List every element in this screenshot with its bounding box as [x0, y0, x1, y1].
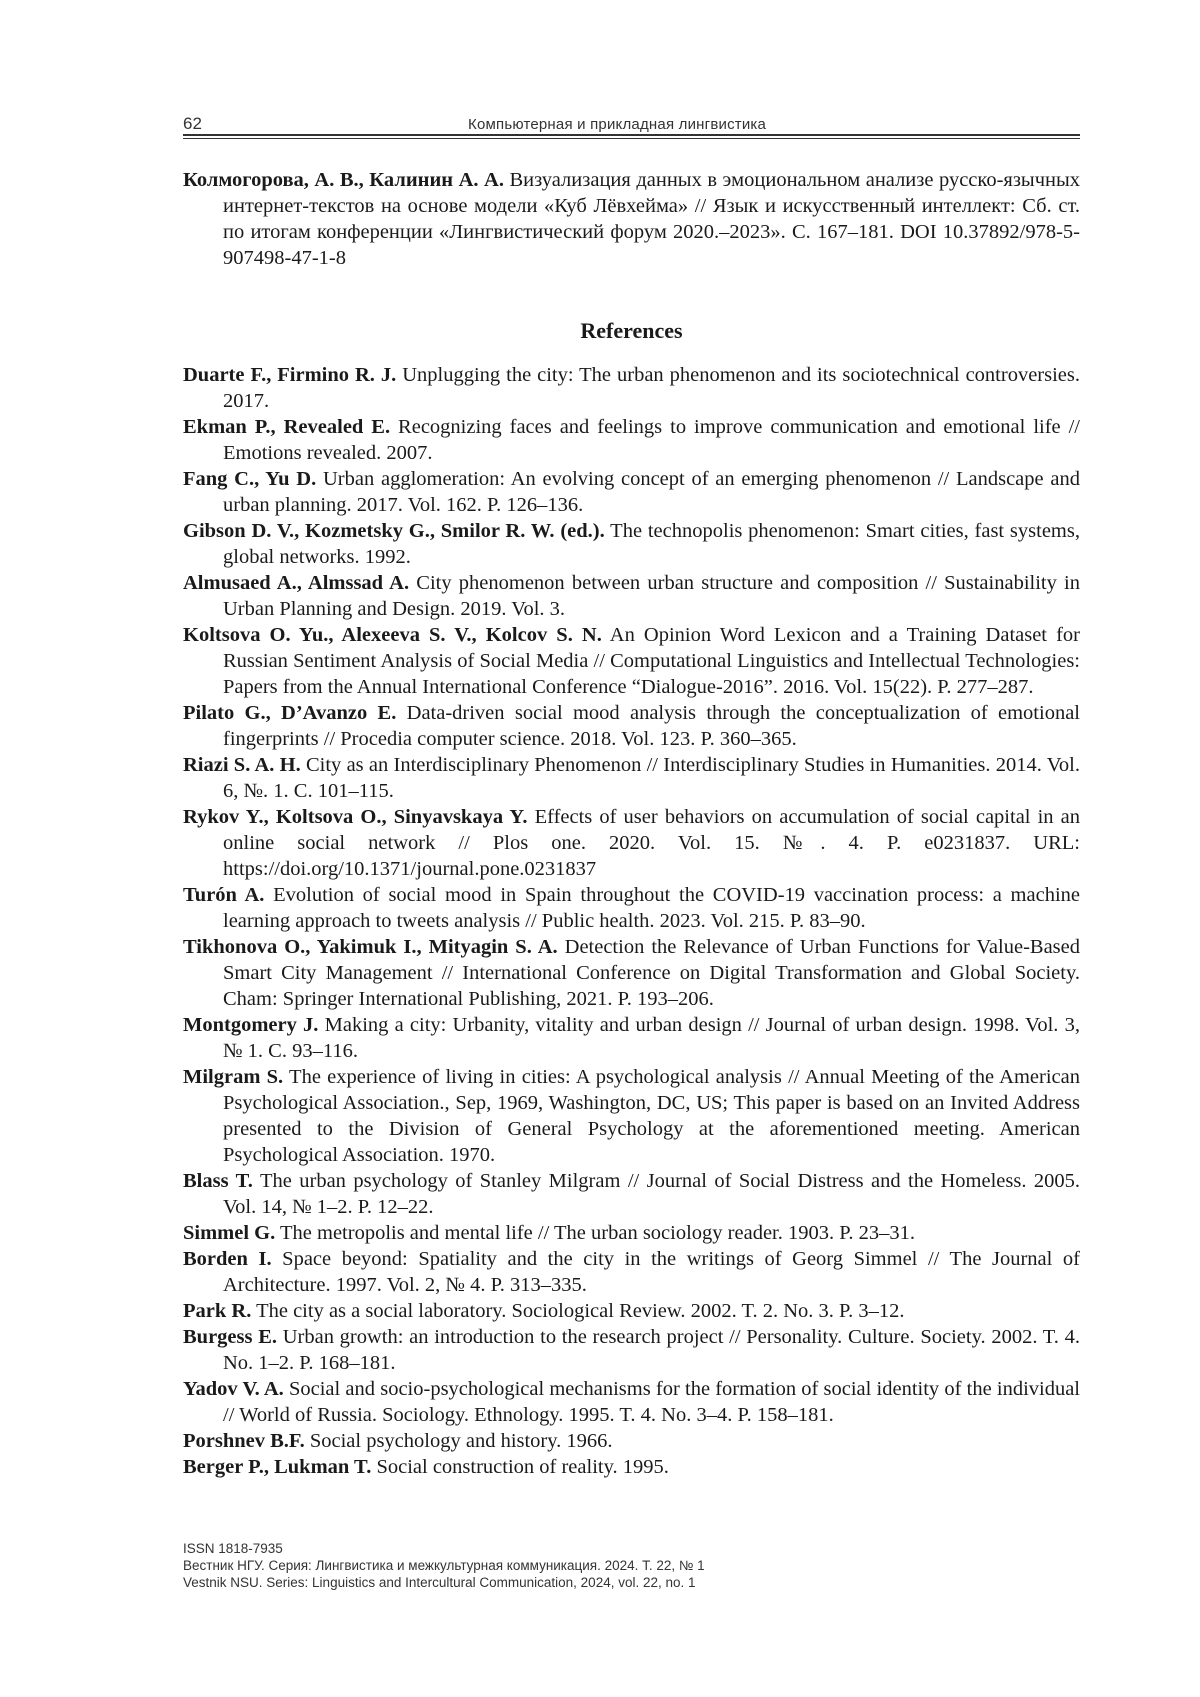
reference-authors: Fang C., Yu D.	[183, 468, 317, 490]
reference-text: Social psychology and history. 1966.	[304, 1430, 613, 1452]
page-footer	[183, 1540, 705, 1591]
reference-entry	[183, 570, 1080, 622]
reference-text: The city as a social laboratory. Sociological Review. 2002. T. 2. No. 3. P. 3–12.	[251, 1300, 905, 1322]
reference-entry	[183, 1298, 1080, 1324]
reference-entry	[183, 752, 1080, 804]
reference-entry	[183, 362, 1080, 414]
reference-text: Urban agglomeration: An evolving concept of an emerging phenomenon // Landscape and urban planning. 2017. Vol. 162. P. 126–136.	[223, 468, 1080, 516]
reference-text: City as an Interdisciplinary Phenomenon // Interdisciplinary Studies in Humanities. 2014. Vol. 6, №. 1. С. 101–115.	[223, 754, 1080, 802]
reference-authors: Koltsova O. Yu., Alexeeva S. V., Kolcov S. N.	[183, 624, 602, 646]
reference-entry	[183, 934, 1080, 1012]
reference-text: City phenomenon between urban structure and composition // Sustainability in Urban Planning and Design. 2019. Vol. 3.	[223, 572, 1080, 620]
reference-authors: Pilato G., D’Avanzo E.	[183, 702, 397, 724]
reference-authors: Borden I.	[183, 1248, 272, 1270]
page-number: 62	[183, 114, 202, 133]
reference-authors: Burgess E.	[183, 1326, 277, 1348]
reference-authors: Rykov Y., Koltsova O., Sinyavskaya Y.	[183, 806, 528, 828]
reference-entry	[183, 804, 1080, 882]
reference-text: The experience of living in cities: A psychological analysis // Annual Meeting of the American Psychological Association., Sep, 1969, Washington, DC, US; This paper is based on an Invited Address presented to the Division of General Psychology at the aforementioned meeting. American Psychological Association. 1970.	[223, 1066, 1080, 1166]
reference-authors: Milgram S.	[183, 1066, 284, 1088]
reference-entry	[183, 1324, 1080, 1376]
references-list	[183, 362, 1080, 1480]
reference-entry	[183, 700, 1080, 752]
reference-entry	[183, 882, 1080, 934]
reference-entry	[183, 1246, 1080, 1298]
reference-authors: Porshnev B.F.	[183, 1430, 305, 1452]
reference-text: Recognizing faces and feelings to improve communication and emotional life // Emotions revealed. 2007.	[223, 416, 1080, 464]
reference-authors: Yadov V. A.	[183, 1378, 284, 1400]
reference-text: The technopolis phenomenon: Smart cities, fast systems, global networks. 1992.	[223, 520, 1080, 568]
reference-entry	[183, 466, 1080, 518]
reference-entry	[183, 1428, 1080, 1454]
reference-authors: Duarte F., Firmino R. J.	[183, 364, 397, 386]
entry-text: Визуализация данных в эмоциональном анализе русско-язычных интернет-текстов на основе модели «Куб Лёвхейма» // Язык и искусственный интеллект: Сб. ст. по итогам конференции «Лингвистический форум 2020.–2023». С. 167–181. DOI 10.37892/978-5-907498-47-1-8	[223, 169, 1081, 269]
bibliography-entry	[183, 167, 1080, 271]
section-title: References	[580, 318, 683, 343]
entry-authors: Колмогорова, А. В., Калинин А. А.	[183, 169, 504, 191]
reference-authors: Tikhonova O., Yakimuk I., Mityagin S. A.	[183, 936, 558, 958]
footer-issn: ISSN 1818-7935	[183, 1541, 283, 1556]
reference-entry	[183, 1168, 1080, 1220]
reference-entry	[183, 1376, 1080, 1428]
reference-text: Social construction of reality. 1995.	[371, 1456, 669, 1478]
reference-authors: Gibson D. V., Kozmetsky G., Smilor R. W. (ed.).	[183, 520, 605, 542]
reference-authors: Blass T.	[183, 1170, 253, 1192]
bibliography-continued	[183, 167, 1080, 271]
reference-text: Making a city: Urbanity, vitality and urban design // Journal of urban design. 1998. Vol. 3, № 1. С. 93–116.	[223, 1014, 1080, 1062]
reference-authors: Ekman P., Revealed E.	[183, 416, 391, 438]
reference-text: Unplugging the city: The urban phenomenon and its sociotechnical controversies. 2017.	[223, 364, 1081, 412]
reference-text: Effects of user behaviors on accumulation of social capital in an online social network // Plos one. 2020. Vol. 15. №. 4. P. e0231837. URL: https://doi.org/10.1371/journal.pone.0231837	[223, 806, 1080, 880]
reference-text: Data-driven social mood analysis through the conceptualization of emotional fingerprints // Procedia computer science. 2018. Vol. 123. P. 360–365.	[223, 702, 1080, 750]
reference-text: Social and socio-psychological mechanisms for the formation of social identity of the individual // World of Russia. Sociology. Ethnology. 1995. T. 4. No. 3–4. P. 158–181.	[223, 1378, 1081, 1426]
reference-authors: Montgomery J.	[183, 1014, 319, 1036]
reference-authors: Simmel G.	[183, 1222, 276, 1244]
footer-journal-en: Vestnik NSU. Series: Linguistics and Intercultural Communication, 2024, vol. 22, no. 1	[183, 1575, 696, 1590]
reference-entry	[183, 518, 1080, 570]
running-title: Компьютерная и прикладная лингвистика	[468, 116, 767, 133]
header-rule-thin	[183, 138, 1080, 139]
reference-text: The urban psychology of Stanley Milgram // Journal of Social Distress and the Homeless. 2005. Vol. 14, № 1–2. P. 12–22.	[223, 1170, 1081, 1218]
reference-authors: Almusaed A., Almssad A.	[183, 572, 410, 594]
reference-entry	[183, 414, 1080, 466]
footer-journal-ru: Вестник НГУ. Серия: Лингвистика и межкультурная коммуникация. 2024. Т. 22, № 1	[183, 1558, 705, 1573]
reference-text: Evolution of social mood in Spain throughout the COVID-19 vaccination process: a machine learning approach to tweets analysis // Public health. 2023. Vol. 215. P. 83–90.	[223, 884, 1080, 932]
reference-authors: Park R.	[183, 1300, 252, 1322]
reference-entry	[183, 1220, 1080, 1246]
reference-text: Detection the Relevance of Urban Functions for Value-Based Smart City Management // International Conference on Digital Transformation and Global Society. Cham: Springer International Publishing, 2021. P. 193–206.	[223, 936, 1081, 1010]
reference-entry	[183, 1064, 1080, 1168]
reference-text: The metropolis and mental life // The urban sociology reader. 1903. P. 23–31.	[275, 1222, 915, 1244]
reference-entry	[183, 1012, 1080, 1064]
header-rule-thick	[183, 134, 1080, 136]
reference-authors: Riazi S. A. H.	[183, 754, 301, 776]
reference-text: Urban growth: an introduction to the research project // Personality. Culture. Society. 2002. T. 4. No. 1–2. P. 168–181.	[223, 1326, 1080, 1374]
reference-authors: Turón A.	[183, 884, 265, 906]
reference-entry	[183, 622, 1080, 700]
reference-authors: Berger P., Lukman T.	[183, 1456, 372, 1478]
reference-text: An Opinion Word Lexicon and a Training Dataset for Russian Sentiment Analysis of Social Media // Computational Linguistics and Intellectual Technologies: Papers from the Annual International Conference “Dialogue-2016”. 2016. Vol. 15(22). P. 277–287.	[223, 624, 1080, 698]
reference-entry	[183, 1454, 1080, 1480]
reference-text: Space beyond: Spatiality and the city in the writings of Georg Simmel // The Journal of Architecture. 1997. Vol. 2, № 4. P. 313–335.	[223, 1248, 1080, 1296]
